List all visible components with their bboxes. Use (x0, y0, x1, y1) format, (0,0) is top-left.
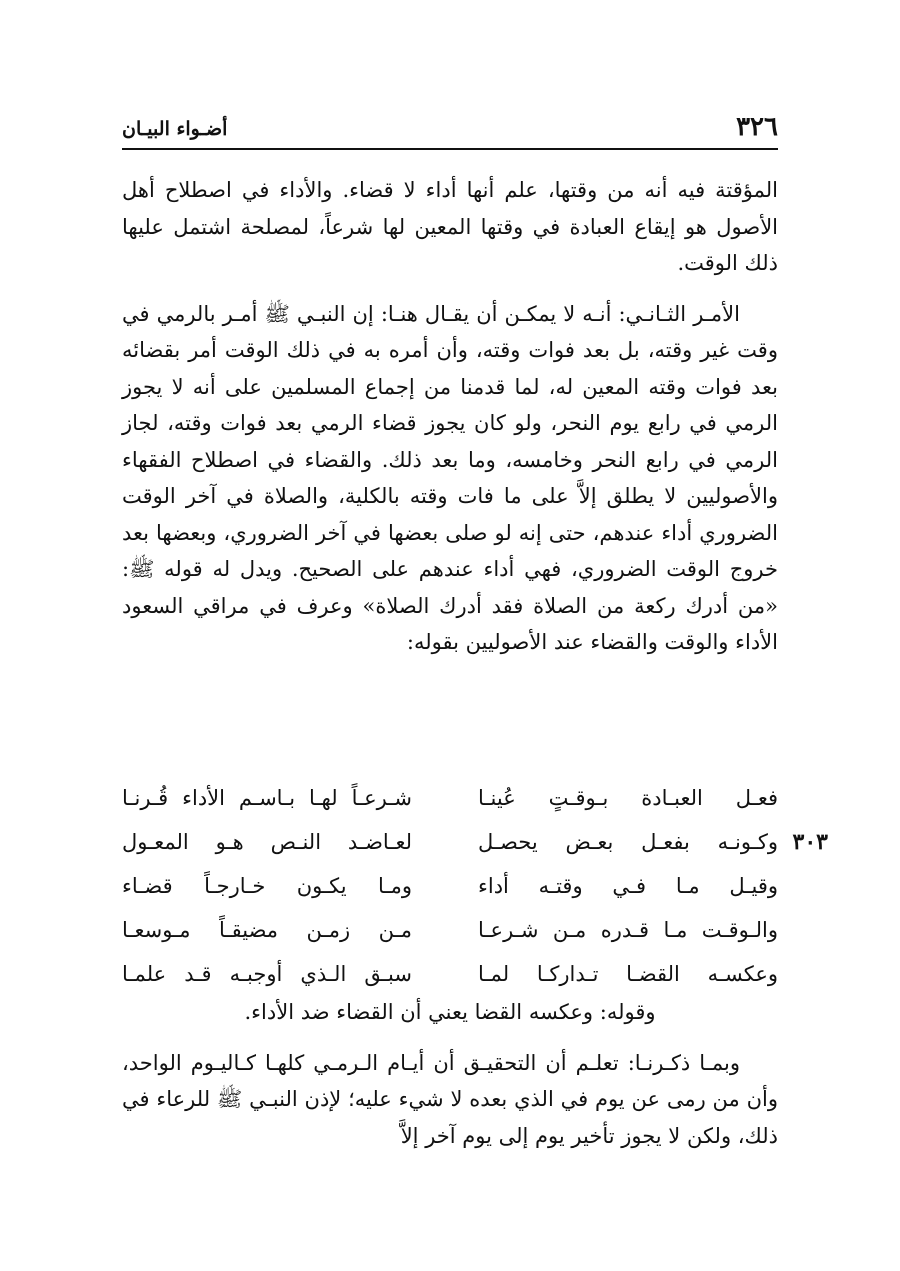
text-line: المسلمين على أنه لا يجوز الرمي في رابع يوم النحر، ولو كان يجوز (122, 374, 778, 435)
book-title: أضـواء البيـان (122, 118, 228, 140)
text-line: أهل الأصول هو إيقاع العبادة في وقتها المعين لها شرعاً، لمصلحة (122, 178, 778, 239)
verse-row (122, 820, 828, 864)
main-text (122, 172, 778, 661)
text-line: قوله ﷺ: «من أدرك ركعة من الصلاة فقد أدرك الصلاة» وعرف في (122, 557, 779, 618)
text-line: وما بعد ذلك. والقضاء في اصطلاح الفقهاء والأصوليين لا يطلق إلاَّ (122, 447, 778, 508)
verse-row (122, 864, 778, 908)
verse-second-hemistich: لعـاضـد النـص هـو المعـول (122, 830, 412, 854)
text-line: خروج الوقت الضروري، فهي أداء عندهم على الصحيح. ويدل له (212, 557, 778, 581)
page-number: ٣٢٦ (736, 112, 778, 142)
text-line: مراقي السعود الأداء والوقت والقضاء عند الأصوليين بقوله: (122, 593, 778, 654)
page-header (122, 108, 778, 150)
text-line: الوقت أمر بقضائه بعد فوات وقته المعين له، لما قدمنا من إجماع (122, 338, 778, 399)
verse-second-hemistich: ومـا يكـون خـارجـاً قضـاء (122, 874, 412, 898)
text-line: قضاء الرمي بعد فوات وقته، لجاز الرمي في رابع النحر وخامسه، (122, 411, 778, 472)
verse-second-hemistich: مـن زمـن مضيقـاً مـوسعـا (122, 918, 412, 942)
text-line: الواحد، وأن من رمى عن يوم في الذي بعده لا شيء عليه؛ لإذن (122, 1050, 778, 1111)
text-line: عندهم، حتى إنه لو صلى بعضها في آخر الضروري، وبعضها بعد (122, 520, 655, 545)
after-verse-text (122, 994, 778, 1154)
paragraph-3 (122, 1045, 778, 1155)
poem-verses (122, 776, 828, 996)
verse-commentary: وقوله: وعكسه القضا يعني أن القضاء ضد الأداء. (244, 1000, 656, 1024)
verse-first-hemistich: فعـل العبـادة بـوقـتٍ عُينـا (478, 786, 778, 810)
verse-row (122, 776, 778, 820)
verse-first-hemistich: وعكسـه القضـا تـداركـا لمـا (478, 962, 778, 986)
verse-second-hemistich: سبـق الـذي أوجبـه قـد علمـا (122, 962, 412, 986)
verse-first-hemistich: وكـونـه بفعـل بعـض يحصـل (478, 830, 778, 854)
verse-row (122, 908, 778, 952)
text-line: على ما فات وقته بالكلية، والصلاة في آخر الوقت الضروري أداء (122, 484, 778, 545)
paragraph-1 (122, 172, 778, 282)
verse-first-hemistich: والـوقـت مـا قـدره مـن شـرعـا (478, 918, 778, 942)
text-line: النبـي ﷺ للرعاء في ذلك، ولكن لا يجوز تأخير يوم إلى يوم آخر إلاَّ (122, 1087, 778, 1148)
verse-first-hemistich: وقيـل مـا فـي وقتـه أداء (478, 874, 778, 898)
text-line: اشتمل عليها ذلك الوقت. (122, 214, 778, 275)
verse-row (122, 952, 778, 996)
text-line: وبمـا ذكـرنـا: تعلـم أن التحقيـق أن أيـام الـرمـي كلهـا كـاليـوم (190, 1050, 740, 1075)
verse-number: ٣٠٣ (792, 829, 828, 855)
paragraph-2 (122, 296, 778, 661)
text-line: بالرمي في وقت غير وقته، بل بعد فوات وقته، وأن أمره به في ذلك (122, 301, 778, 362)
verse-second-hemistich: شـرعـاً لهـا بـاسـم الأداء قُـرنـا (122, 786, 412, 810)
text-line: المؤقتة فيه أنه من وقتها، علم أنها أداء لا قضاء. والأداء في اصطلاح (164, 178, 778, 202)
text-line: الأمـر الثـانـي: أنـه لا يمكـن أن يقـال هنـا: إن النبـي ﷺ أمـر (222, 301, 740, 326)
